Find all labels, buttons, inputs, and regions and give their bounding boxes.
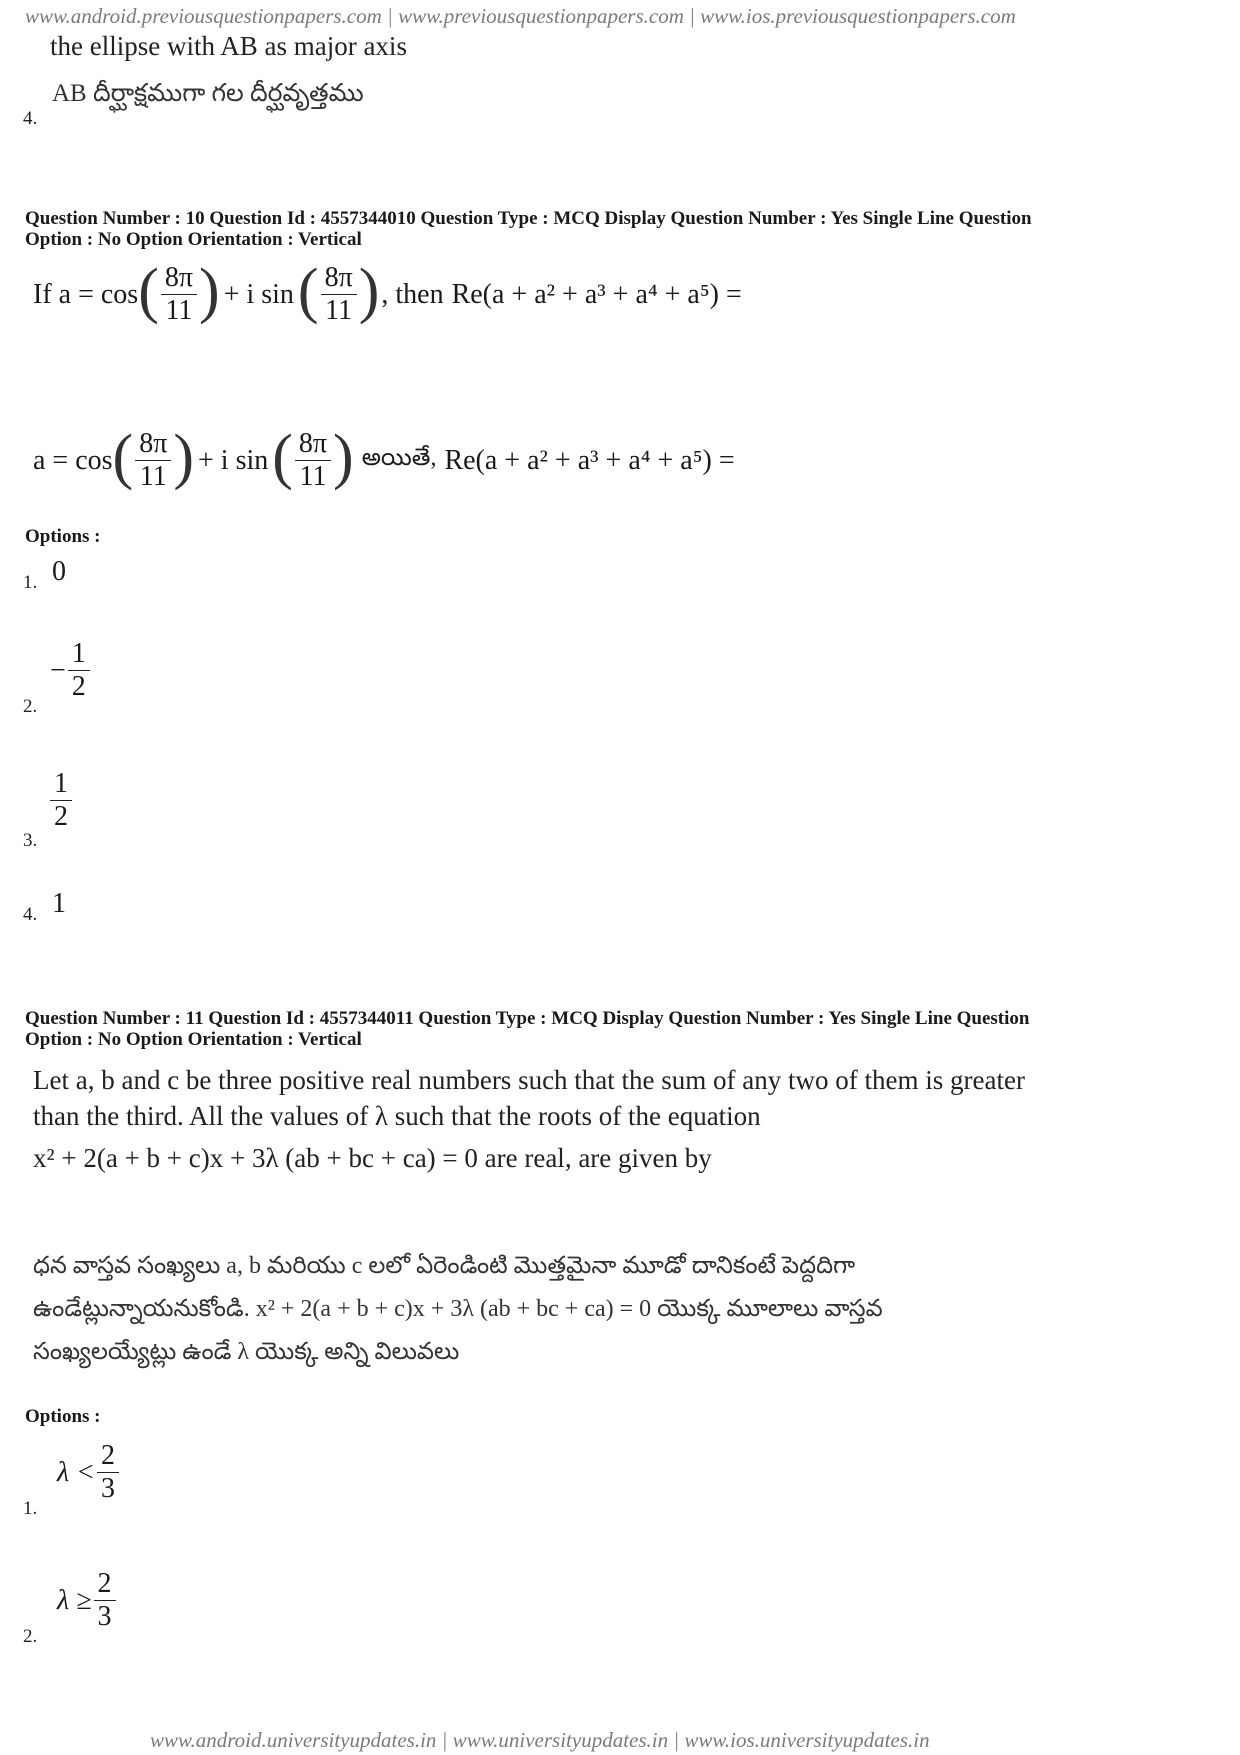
q11-te-line2: ఉండేట్లున్నాయనుకోండి. x² + 2(a + b + c)x + 3λ (ab + bc + ca) = 0 యొక్క మూలాలు వాస్తవ: [33, 1296, 883, 1322]
q10-option-1-number: 1.: [23, 572, 38, 593]
frac-numerator: 8π: [321, 262, 357, 295]
q10-then: , then: [381, 278, 444, 310]
frac-denominator: 3: [97, 1601, 112, 1633]
q10-telugu-stem: [33, 422, 735, 493]
option-fraction: [50, 768, 72, 833]
q10-re-expression: Re(a + a² + a³ + a⁴ + a⁵) =: [444, 444, 735, 476]
q11-option-2-number: 2.: [23, 1626, 38, 1647]
frac-numerator: 2: [94, 1568, 116, 1601]
q10-option-2-value: [50, 638, 92, 703]
q10-option-3-value: [48, 768, 74, 833]
frac-denominator: 2: [54, 801, 68, 833]
q10-option-3-number: 3.: [23, 830, 38, 851]
right-paren: ): [358, 256, 380, 325]
minus-sign: −: [50, 654, 66, 686]
q10-english-stem: [33, 256, 742, 327]
q10-fraction: [321, 262, 357, 327]
frac-denominator: 11: [299, 461, 327, 493]
prev-option-telugu: AB దీర్ఘాక్షముగా గల దీర్ఘవృత్తము: [52, 80, 364, 107]
q10-option-2-number: 2.: [23, 696, 38, 717]
right-paren: ): [199, 256, 220, 325]
option-lhs: λ <: [57, 1456, 96, 1488]
q10-re-expression: Re(a + a² + a³ + a⁴ + a⁵) =: [451, 278, 742, 310]
q11-meta: [25, 1008, 1215, 1050]
q11-te-line3: సంఖ్యలయ్యేట్లు ఉండే λ యొక్క అన్ని విలువలు: [33, 1339, 460, 1365]
q11-en-line2: than the third. All the values of λ such that the roots of the equation: [33, 1101, 761, 1131]
right-paren: ): [173, 422, 194, 491]
q10-option-4-number: 4.: [23, 904, 38, 925]
frac-numerator: 8π: [295, 428, 331, 461]
frac-numerator: 8π: [161, 262, 197, 295]
q11-meta-line1: Question Number : 11 Question Id : 4557344011 Question Type : MCQ Display Question Number : Yes Single Line Question: [25, 1008, 1030, 1029]
q10-options-label: Options :: [25, 526, 101, 547]
q11-option-1-number: 1.: [23, 1498, 38, 1519]
option-fraction: [97, 1440, 119, 1505]
option-fraction: [68, 638, 90, 703]
frac-numerator: 1: [68, 638, 90, 671]
q10-meta: [25, 208, 1215, 250]
q10-fraction: [295, 428, 331, 493]
q11-option-2-value: [57, 1568, 118, 1633]
left-paren: (: [297, 256, 319, 325]
q10-meta-line1: Question Number : 10 Question Id : 4557344010 Question Type : MCQ Display Question Number : Yes Single Line Question: [25, 208, 1032, 229]
q11-option-1-value: [57, 1440, 121, 1505]
q11-te-line1: ధన వాస్తవ సంఖ్యలు a, b మరియు c లలో ఏరెండింటి మొత్తమైనా మూడో దానికంటే పెద్దదిగా: [33, 1253, 856, 1279]
q10-option-4-value: 1: [52, 888, 66, 919]
q10-fraction: [135, 428, 171, 493]
q10-plus-isin: + i sin: [223, 278, 294, 310]
right-paren: ): [333, 422, 354, 491]
q10-meta-line2: Option : No Option Orientation : Vertical: [25, 229, 362, 250]
frac-denominator: 2: [71, 671, 86, 703]
q11-meta-line2: Option : No Option Orientation : Vertical: [25, 1029, 362, 1050]
frac-numerator: 1: [50, 768, 72, 801]
q10-fraction: [161, 262, 197, 327]
left-paren: (: [138, 256, 159, 325]
frac-numerator: 2: [97, 1440, 119, 1473]
footer-watermark: www.android.universityupdates.in | www.universityupdates.in | www.ios.universityupdates.in: [150, 1728, 930, 1752]
frac-denominator: 11: [325, 295, 353, 327]
q10-te-ayithe: అయితే,: [361, 445, 437, 472]
q10-plus-isin: + i sin: [198, 444, 269, 476]
q11-en-line1: Let a, b and c be three positive real numbers such that the sum of any two of them is greater: [33, 1065, 1025, 1095]
q11-options-label: Options :: [25, 1406, 101, 1427]
q10-option-1-value: 0: [52, 556, 66, 587]
header-watermark: www.android.previousquestionpapers.com | www.previousquestionpapers.com | www.ios.previousquestionpapers.com: [25, 4, 1016, 28]
q11-english-stem: [33, 1062, 1025, 1176]
left-paren: (: [112, 422, 134, 491]
option-fraction: [94, 1568, 116, 1633]
prev-option-english: the ellipse with AB as major axis: [50, 31, 407, 61]
q10-if-cos: If a = cos: [33, 278, 139, 310]
frac-denominator: 3: [101, 1473, 116, 1505]
q11-telugu-stem: [33, 1245, 1213, 1374]
frac-numerator: 8π: [135, 428, 171, 461]
option-lhs: λ ≥: [57, 1584, 92, 1616]
frac-denominator: 11: [139, 461, 167, 493]
prev-option-number: 4.: [23, 108, 38, 129]
q10-te-a-cos: a = cos: [33, 444, 113, 476]
frac-denominator: 11: [165, 295, 193, 327]
left-paren: (: [272, 422, 293, 491]
q11-en-line3: x² + 2(a + b + c)x + 3λ (ab + bc + ca) = 0 are real, are given by: [33, 1143, 712, 1173]
